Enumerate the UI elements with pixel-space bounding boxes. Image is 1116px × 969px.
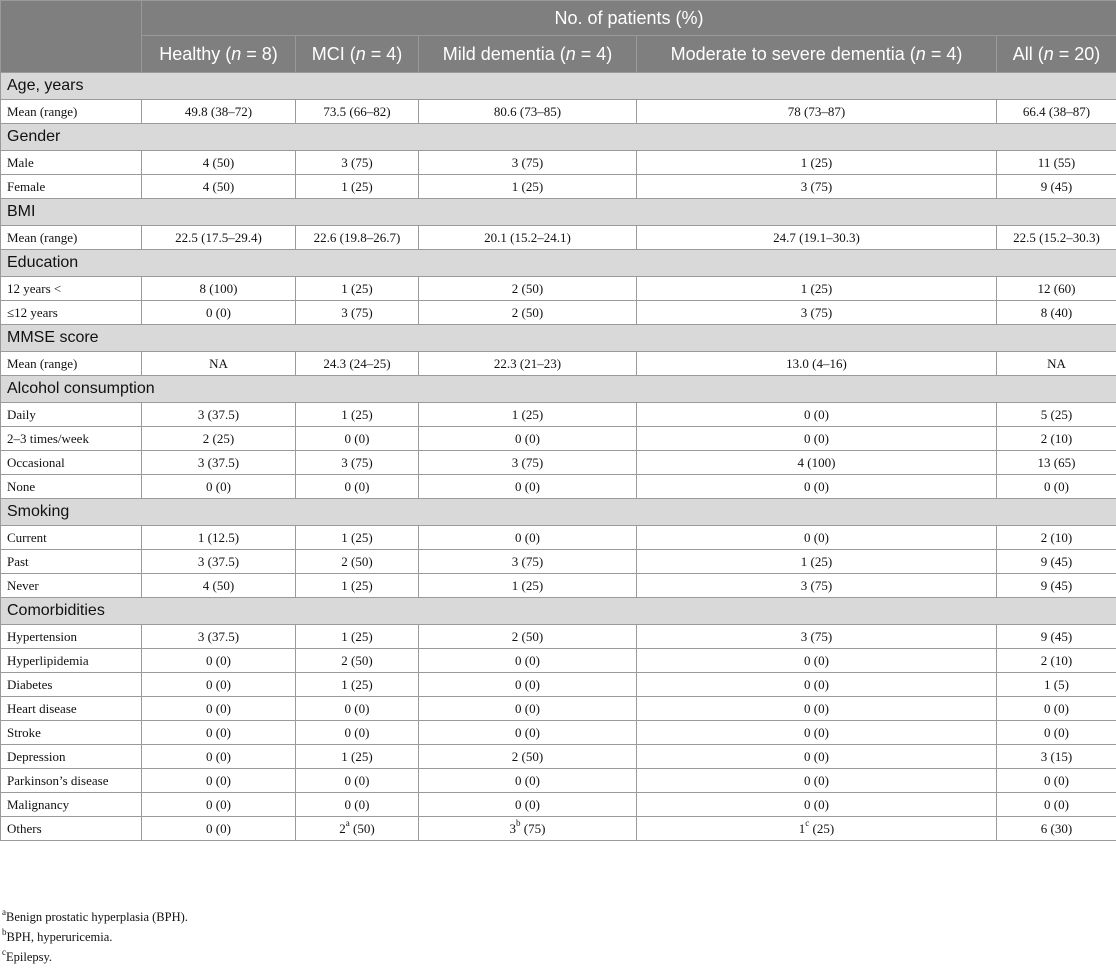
table-cell: 2 (50) bbox=[419, 625, 637, 649]
table-cell: 0 (0) bbox=[637, 427, 997, 451]
table-cell: NA bbox=[142, 352, 296, 376]
table-cell: 0 (0) bbox=[142, 817, 296, 841]
row-label: Diabetes bbox=[1, 673, 142, 697]
table-row bbox=[1, 226, 1116, 250]
table-row bbox=[1, 451, 1116, 475]
group-n-symbol: n bbox=[915, 43, 926, 64]
table-row bbox=[1, 100, 1116, 124]
table-cell: 3 (15) bbox=[997, 745, 1116, 769]
table-cell: 1 (25) bbox=[296, 277, 419, 301]
table-cell: 9 (45) bbox=[997, 175, 1116, 199]
table-cell: 4 (50) bbox=[142, 175, 296, 199]
table-cell: 22.5 (17.5–29.4) bbox=[142, 226, 296, 250]
section-title: MMSE score bbox=[1, 325, 1116, 352]
footnote-marker: c bbox=[2, 946, 6, 957]
table-cell: 0 (0) bbox=[419, 769, 637, 793]
table-cell: 3 (37.5) bbox=[142, 451, 296, 475]
table-cell: 1 (25) bbox=[296, 403, 419, 427]
table-cell: 1 (25) bbox=[296, 745, 419, 769]
table-row bbox=[1, 745, 1116, 769]
table-cell: 0 (0) bbox=[419, 526, 637, 550]
table-cell: 3 (75) bbox=[637, 625, 997, 649]
table-cell: 0 (0) bbox=[637, 526, 997, 550]
table-cell: 78 (73–87) bbox=[637, 100, 997, 124]
table-cell: 2 (50) bbox=[296, 550, 419, 574]
table-row bbox=[1, 769, 1116, 793]
table-cell: 0 (0) bbox=[296, 769, 419, 793]
table-cell: 0 (0) bbox=[637, 649, 997, 673]
table-cell: 0 (0) bbox=[637, 721, 997, 745]
table-cell: 4 (50) bbox=[142, 151, 296, 175]
top-header: No. of patients (%) bbox=[142, 1, 1116, 36]
row-label: Female bbox=[1, 175, 142, 199]
row-label: Mean (range) bbox=[1, 226, 142, 250]
table-cell: 0 (0) bbox=[637, 697, 997, 721]
table-cell: 8 (40) bbox=[997, 301, 1116, 325]
table-cell: 1 (25) bbox=[419, 574, 637, 598]
group-n-symbol: n bbox=[1043, 43, 1054, 64]
table-cell: 11 (55) bbox=[997, 151, 1116, 175]
table-cell: 9 (45) bbox=[997, 574, 1116, 598]
table-row bbox=[1, 301, 1116, 325]
table-cell: 0 (0) bbox=[637, 403, 997, 427]
table-body bbox=[1, 73, 1116, 841]
row-label: Parkinson’s disease bbox=[1, 769, 142, 793]
table-cell: 0 (0) bbox=[637, 745, 997, 769]
section-title: BMI bbox=[1, 199, 1116, 226]
row-label: Mean (range) bbox=[1, 100, 142, 124]
section-row bbox=[1, 376, 1116, 403]
group-header-4 bbox=[637, 36, 997, 73]
group-header-2 bbox=[296, 36, 419, 73]
group-count: = 4) bbox=[925, 43, 963, 64]
section-title: Education bbox=[1, 250, 1116, 277]
table-cell: 73.5 (66–82) bbox=[296, 100, 419, 124]
table-cell: 0 (0) bbox=[296, 697, 419, 721]
section-title: Age, years bbox=[1, 73, 1116, 100]
row-label: Depression bbox=[1, 745, 142, 769]
table-cell: 1 (25) bbox=[419, 403, 637, 427]
table-row bbox=[1, 151, 1116, 175]
table-cell: 13.0 (4–16) bbox=[637, 352, 997, 376]
footnote-marker: c bbox=[805, 818, 810, 829]
table-cell: 0 (0) bbox=[142, 649, 296, 673]
table-cell: 1$^c$ (25) bbox=[637, 817, 997, 841]
table-cell: 9 (45) bbox=[997, 550, 1116, 574]
table-cell: 0 (0) bbox=[296, 721, 419, 745]
table-row bbox=[1, 427, 1116, 451]
section-title: Alcohol consumption bbox=[1, 376, 1116, 403]
group-label: MCI ( bbox=[311, 43, 356, 64]
table-cell: 0 (0) bbox=[142, 673, 296, 697]
table-row bbox=[1, 721, 1116, 745]
row-label: Others bbox=[1, 817, 142, 841]
section-title: Gender bbox=[1, 124, 1116, 151]
table-cell: 2 (25) bbox=[142, 427, 296, 451]
row-label: Occasional bbox=[1, 451, 142, 475]
footnote bbox=[0, 907, 1116, 927]
section-title: Smoking bbox=[1, 499, 1116, 526]
table-row bbox=[1, 793, 1116, 817]
table-cell: 3$^b$ (75) bbox=[419, 817, 637, 841]
table-cell: 1 (25) bbox=[637, 151, 997, 175]
table-cell: 5 (25) bbox=[997, 403, 1116, 427]
section-row bbox=[1, 124, 1116, 151]
group-label: Mild dementia ( bbox=[442, 43, 566, 64]
group-header-5 bbox=[997, 36, 1116, 73]
table-cell: 0 (0) bbox=[142, 697, 296, 721]
row-label: None bbox=[1, 475, 142, 499]
row-label: Daily bbox=[1, 403, 142, 427]
section-row bbox=[1, 325, 1116, 352]
table-cell: 1 (25) bbox=[296, 673, 419, 697]
group-header-1 bbox=[142, 36, 296, 73]
table-cell: 0 (0) bbox=[637, 793, 997, 817]
table-cell: 3 (75) bbox=[637, 574, 997, 598]
table-cell: 0 (0) bbox=[142, 721, 296, 745]
table-cell: 0 (0) bbox=[419, 649, 637, 673]
table-cell: 0 (0) bbox=[997, 793, 1116, 817]
row-label: Malignancy bbox=[1, 793, 142, 817]
table-cell: 1 (25) bbox=[296, 526, 419, 550]
row-label: Male bbox=[1, 151, 142, 175]
table-row bbox=[1, 574, 1116, 598]
table-cell: 13 (65) bbox=[997, 451, 1116, 475]
row-label: Current bbox=[1, 526, 142, 550]
row-label: Mean (range) bbox=[1, 352, 142, 376]
table-cell: 0 (0) bbox=[637, 475, 997, 499]
group-header-3 bbox=[419, 36, 637, 73]
table-cell: 0 (0) bbox=[142, 301, 296, 325]
table-cell: 0 (0) bbox=[419, 427, 637, 451]
section-row bbox=[1, 499, 1116, 526]
section-row bbox=[1, 598, 1116, 625]
group-n-symbol: n bbox=[355, 43, 366, 64]
group-count: = 4) bbox=[575, 43, 613, 64]
table-cell: 2 (50) bbox=[419, 277, 637, 301]
table-cell: 0 (0) bbox=[142, 745, 296, 769]
row-label: Hyperlipidemia bbox=[1, 649, 142, 673]
table-cell: 4 (100) bbox=[637, 451, 997, 475]
footnote bbox=[0, 927, 1116, 947]
table-cell: 3 (75) bbox=[296, 451, 419, 475]
table-cell: 22.6 (19.8–26.7) bbox=[296, 226, 419, 250]
table-cell: 0 (0) bbox=[142, 475, 296, 499]
table-cell: 49.8 (38–72) bbox=[142, 100, 296, 124]
table-row bbox=[1, 817, 1116, 841]
row-label: 2–3 times/week bbox=[1, 427, 142, 451]
row-label: Stroke bbox=[1, 721, 142, 745]
table-cell: 1 (25) bbox=[296, 175, 419, 199]
table-cell: 2$^a$ (50) bbox=[296, 817, 419, 841]
table-cell: 1 (25) bbox=[296, 574, 419, 598]
section-row bbox=[1, 73, 1116, 100]
section-title: Comorbidities bbox=[1, 598, 1116, 625]
group-header-row bbox=[1, 36, 1116, 73]
table-row bbox=[1, 277, 1116, 301]
table-cell: 2 (50) bbox=[419, 301, 637, 325]
table-cell: 3 (75) bbox=[296, 151, 419, 175]
group-n-symbol: n bbox=[231, 43, 242, 64]
table-cell: 8 (100) bbox=[142, 277, 296, 301]
table-row bbox=[1, 526, 1116, 550]
table-cell: 66.4 (38–87) bbox=[997, 100, 1116, 124]
table-row bbox=[1, 352, 1116, 376]
table-cell: 22.5 (15.2–30.3) bbox=[997, 226, 1116, 250]
row-label: ≤12 years bbox=[1, 301, 142, 325]
table-cell: 0 (0) bbox=[142, 769, 296, 793]
section-row bbox=[1, 199, 1116, 226]
table-cell: 0 (0) bbox=[419, 475, 637, 499]
table-cell: 3 (75) bbox=[637, 175, 997, 199]
table-row bbox=[1, 403, 1116, 427]
table-cell: 0 (0) bbox=[637, 769, 997, 793]
table-cell: NA bbox=[997, 352, 1116, 376]
table-cell: 1 (5) bbox=[997, 673, 1116, 697]
footnote-text: BPH, hyperuricemia. bbox=[6, 930, 113, 944]
table-cell: 22.3 (21–23) bbox=[419, 352, 637, 376]
table-cell: 3 (37.5) bbox=[142, 403, 296, 427]
table-row bbox=[1, 175, 1116, 199]
table-cell: 6 (30) bbox=[997, 817, 1116, 841]
table-cell: 0 (0) bbox=[419, 793, 637, 817]
footnotes bbox=[0, 907, 1116, 967]
table-cell: 12 (60) bbox=[997, 277, 1116, 301]
table-row bbox=[1, 697, 1116, 721]
table-cell: 4 (50) bbox=[142, 574, 296, 598]
footnote-marker: b bbox=[516, 818, 521, 829]
table-row bbox=[1, 475, 1116, 499]
footnote bbox=[0, 947, 1116, 967]
table-cell: 1 (25) bbox=[637, 277, 997, 301]
table-cell: 9 (45) bbox=[997, 625, 1116, 649]
row-label: Hypertension bbox=[1, 625, 142, 649]
table-cell: 0 (0) bbox=[419, 697, 637, 721]
table-cell: 2 (50) bbox=[419, 745, 637, 769]
group-label: Moderate to severe dementia ( bbox=[670, 43, 916, 64]
row-label: Never bbox=[1, 574, 142, 598]
table-cell: 2 (10) bbox=[997, 649, 1116, 673]
table-cell: 3 (75) bbox=[637, 301, 997, 325]
table-cell: 3 (75) bbox=[419, 151, 637, 175]
table-cell: 1 (25) bbox=[419, 175, 637, 199]
group-label: Healthy ( bbox=[159, 43, 232, 64]
table-cell: 20.1 (15.2–24.1) bbox=[419, 226, 637, 250]
table-cell: 3 (37.5) bbox=[142, 550, 296, 574]
table-cell: 24.7 (19.1–30.3) bbox=[637, 226, 997, 250]
group-count: = 8) bbox=[241, 43, 278, 64]
group-count: = 20) bbox=[1053, 43, 1101, 64]
footnote-text: Epilepsy. bbox=[6, 950, 53, 964]
table-cell: 0 (0) bbox=[296, 475, 419, 499]
table-cell: 2 (10) bbox=[997, 427, 1116, 451]
group-n-symbol: n bbox=[565, 43, 576, 64]
table-cell: 0 (0) bbox=[142, 793, 296, 817]
table-cell: 0 (0) bbox=[997, 475, 1116, 499]
table-cell: 24.3 (24–25) bbox=[296, 352, 419, 376]
footnote-text: Benign prostatic hyperplasia (BPH). bbox=[6, 910, 188, 924]
table-cell: 0 (0) bbox=[637, 673, 997, 697]
table-row bbox=[1, 550, 1116, 574]
table-cell: 0 (0) bbox=[296, 793, 419, 817]
row-label: Past bbox=[1, 550, 142, 574]
table-cell: 0 (0) bbox=[419, 721, 637, 745]
table-cell: 1 (12.5) bbox=[142, 526, 296, 550]
table-cell: 0 (0) bbox=[997, 769, 1116, 793]
row-label: 12 years < bbox=[1, 277, 142, 301]
table-cell: 3 (37.5) bbox=[142, 625, 296, 649]
group-label: All ( bbox=[1012, 43, 1044, 64]
table-cell: 3 (75) bbox=[419, 451, 637, 475]
table-cell: 2 (50) bbox=[296, 649, 419, 673]
table-cell: 3 (75) bbox=[419, 550, 637, 574]
table-row bbox=[1, 673, 1116, 697]
table-cell: 3 (75) bbox=[296, 301, 419, 325]
footnote-marker: a bbox=[2, 906, 6, 917]
table-cell: 0 (0) bbox=[997, 697, 1116, 721]
table-cell: 1 (25) bbox=[296, 625, 419, 649]
table-cell: 2 (10) bbox=[997, 526, 1116, 550]
footnote-marker: b bbox=[2, 926, 7, 937]
table-cell: 1 (25) bbox=[637, 550, 997, 574]
table-cell: 80.6 (73–85) bbox=[419, 100, 637, 124]
table-row bbox=[1, 649, 1116, 673]
footnote-marker: a bbox=[345, 818, 350, 829]
table-cell: 0 (0) bbox=[419, 673, 637, 697]
table-cell: 0 (0) bbox=[997, 721, 1116, 745]
table-row bbox=[1, 625, 1116, 649]
group-count: = 4) bbox=[365, 43, 403, 64]
row-label: Heart disease bbox=[1, 697, 142, 721]
table-cell: 0 (0) bbox=[296, 427, 419, 451]
section-row bbox=[1, 250, 1116, 277]
corner-header-cell bbox=[1, 1, 142, 73]
